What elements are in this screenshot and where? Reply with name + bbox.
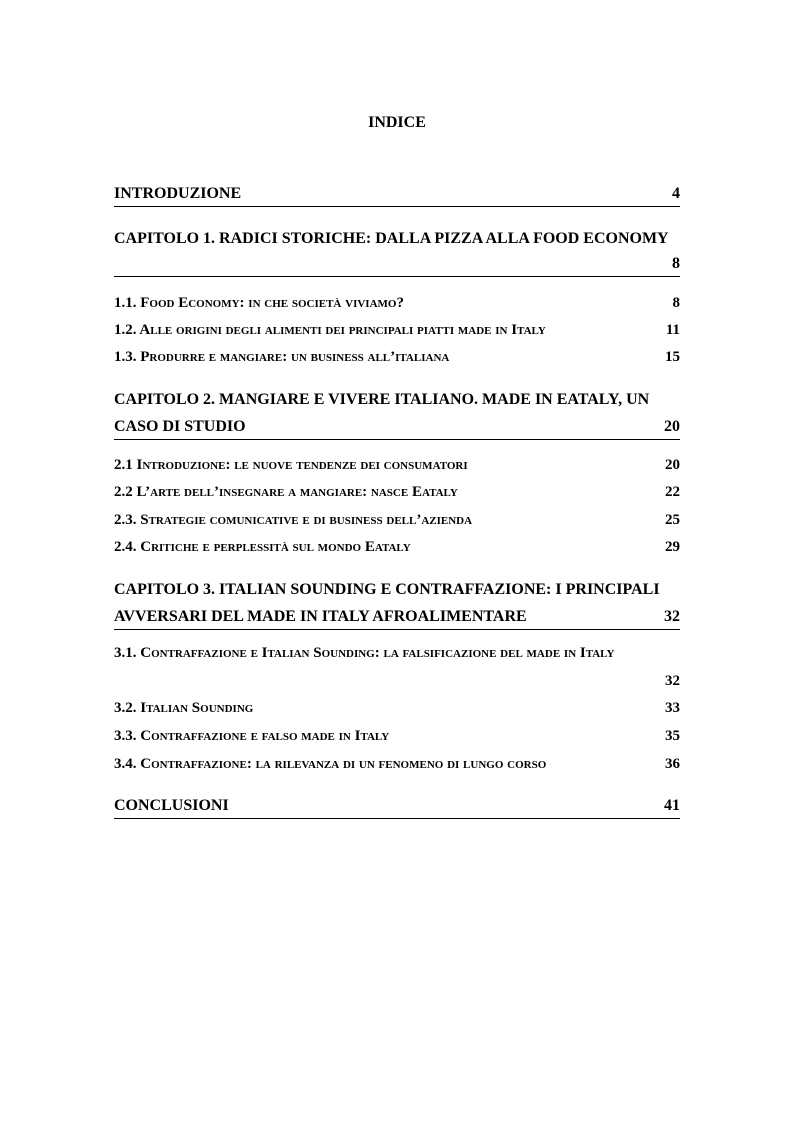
- toc-entry-page: 35: [665, 728, 680, 744]
- toc-entry-page: 32: [664, 608, 680, 625]
- toc-entry-page: 25: [665, 512, 680, 528]
- toc-section-3-3[interactable]: [114, 726, 680, 746]
- toc-entry-title: INTRODUZIONE: [114, 185, 242, 202]
- toc-entry-title: CONCLUSIONI: [114, 797, 229, 814]
- toc-entry-title: 2.1 Introduzione: le nuove tendenze dei consumatori: [114, 457, 468, 473]
- toc-chapter-3-title-line-1[interactable]: [114, 580, 680, 602]
- toc-section-3-1-page-line[interactable]: [114, 671, 680, 691]
- toc-entry-title: 1.3. Produrre e mangiare: un business all’italiana: [114, 349, 450, 365]
- toc-entry-page: 22: [665, 484, 680, 500]
- toc-section-2-1[interactable]: [114, 455, 680, 475]
- toc-entry-title: 3.1. Contraffazione e Italian Sounding: la falsificazione del made in Italy: [114, 645, 615, 661]
- toc-entry-page: 8: [672, 255, 680, 272]
- toc-section-3-2[interactable]: [114, 698, 680, 718]
- toc-section-1-3[interactable]: [114, 347, 680, 367]
- toc-entry-page: 8: [672, 295, 680, 311]
- toc-entry-page: 11: [665, 322, 680, 338]
- toc-section-1-2[interactable]: [114, 320, 680, 340]
- toc-section-3-4[interactable]: [114, 754, 680, 774]
- toc-entry-page: 20: [665, 457, 680, 473]
- toc-entry-page: 41: [664, 797, 680, 814]
- toc-entry-page: 32: [665, 673, 680, 689]
- toc-entry-page: 29: [665, 539, 680, 555]
- toc-section-1-1[interactable]: [114, 293, 680, 313]
- toc-chapter-1-page-line[interactable]: [114, 254, 680, 277]
- toc-entry-title: 1.1. Food Economy: in che società viviamo?: [114, 295, 404, 311]
- toc-entry-title: 1.2. Alle origini degli alimenti dei principali piatti made in Italy: [114, 322, 546, 338]
- toc-entry-page: 36: [665, 756, 680, 772]
- toc-entry-title: 2.3. Strategie comunicative e di business dell’azienda: [114, 512, 473, 528]
- toc-section-2-3[interactable]: [114, 510, 680, 530]
- toc-entry-conclusioni[interactable]: [114, 796, 680, 819]
- toc-chapter-2-title-line-1[interactable]: [114, 390, 680, 412]
- toc-entry-page: 15: [665, 349, 680, 365]
- toc-entry-page: 20: [664, 418, 680, 435]
- toc-entry-page: 33: [665, 700, 680, 716]
- toc-entry-title: CAPITOLO 1. RADICI STORICHE: DALLA PIZZA ALLA FOOD ECONOMY: [114, 230, 669, 247]
- toc-entry-introduzione[interactable]: [114, 184, 680, 207]
- toc-entry-title: 2.4. Critiche e perplessità sul mondo Eataly: [114, 539, 411, 555]
- toc-section-3-1[interactable]: [114, 643, 680, 663]
- toc-entry-title: 3.4. Contraffazione: la rilevanza di un fenomeno di lungo corso: [114, 756, 547, 772]
- toc-entry-title: CAPITOLO 3. ITALIAN SOUNDING E CONTRAFFAZIONE: I PRINCIPALI: [114, 581, 660, 598]
- toc-section-2-2[interactable]: [114, 482, 680, 502]
- toc-entry-title: CASO DI STUDIO: [114, 418, 246, 435]
- toc-entry-title: CAPITOLO 2. MANGIARE E VIVERE ITALIANO. MADE IN EATALY, UN: [114, 391, 650, 408]
- toc-entry-title: 3.2. Italian Sounding: [114, 700, 254, 716]
- toc-entry-title: 3.3. Contraffazione e falso made in Italy: [114, 728, 390, 744]
- toc-entry-title: AVVERSARI DEL MADE IN ITALY AFROALIMENTARE: [114, 608, 527, 625]
- toc-chapter-3-title-line-2[interactable]: [114, 607, 680, 630]
- page-title: INDICE: [368, 114, 426, 131]
- toc-section-2-4[interactable]: [114, 537, 680, 557]
- toc-entry-page: 4: [672, 185, 680, 202]
- toc-entry-title: 2.2 L’arte dell’insegnare a mangiare: nasce Eataly: [114, 484, 458, 500]
- toc-chapter-2-title-line-2[interactable]: [114, 417, 680, 440]
- toc-chapter-1-title-line[interactable]: [114, 229, 680, 251]
